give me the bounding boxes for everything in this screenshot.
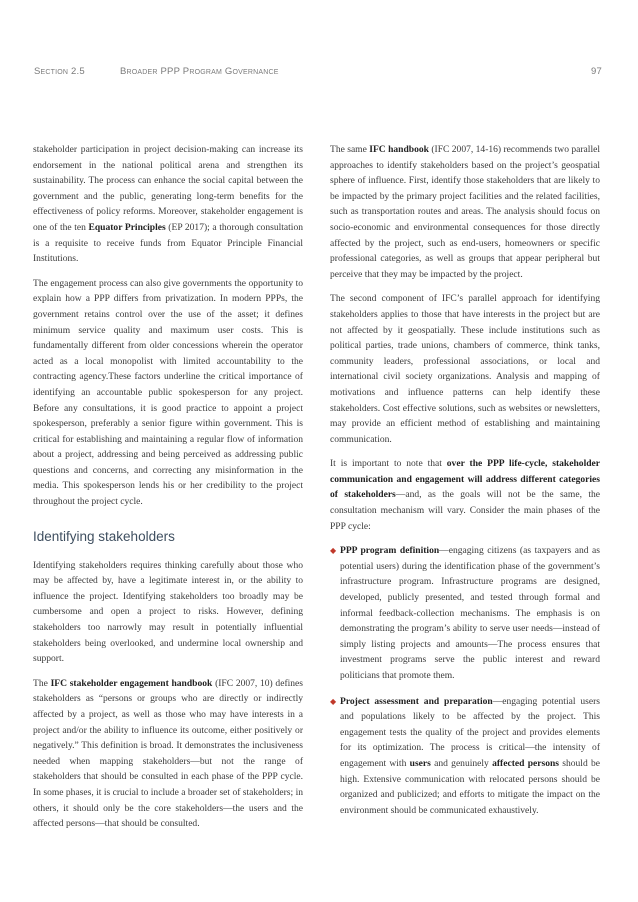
equator-principles-term: Equator Principles [88,221,166,233]
diamond-bullet-icon: ◆ [330,546,337,556]
paragraph: stakeholder participation in project decision-making can increase its endorsement in the national political arena and strengthen its sustainability. The process can enhance the social capital between the government and the public, generating long-term benefits for the effectiveness of policy reforms. Moreover, stakeholder engagement is one of the ten Equator Principles (EP 2017); a thorough consultation is a requisite to receive funds from Equator Principle Financial Institutions. [33,144,303,265]
section-label: Section 2.5 [34,66,85,77]
ifc-handbook-title: IFC stakeholder engagement handbook [50,677,213,689]
paragraph: Identifying stakeholders requires thinking carefully about those who may be affected by, have a legitimate interest in, or the ability to influence the project. Identifying stakeholders too broadly may be cumbersome and open a project to risks. However, defining stakeholders too narrowly may result in potentially influential stakeholders being overlooked, and undermine local ownership and support. [33,559,303,665]
paragraph: The same IFC handbook (IFC 2007, 14-16) recommends two parallel approaches to identify stakeholders based on the project’s geospatial sphere of influence. First, identify those stakeholders that are likely to be impacted by the primary project facilities and the related facilities, such as transportation routes and areas. The analysis should focus on socio-economic and environmental consequences for those directly affected by the project, such as end-users, homeowners or specific professional categories, as well as groups that appear peripheral but perceive that they may be impacted by the project. [330,144,600,280]
paragraph: The engagement process can also give governments the opportunity to explain how a PPP differs from privatization. In modern PPPs, the government retains control over the use of the asset; it defines minimum service quality and maximum user costs. This is fundamentally different from older concessions wherein the operator acted as a local monopolist with limited accountability to the contracting agency.These factors underline the critical importance of identifying an accountable public spokesperson for any project. Before any consultations, it is good practice to appoint a project spokesperson, preferably a senior figure within government. This is critical for establishing and maintaining a regular flow of information about a project, addressing and being perceived as addressing public questions and concerns, and correcting any misinformation in the media. This spokesperson lends his or her credibility to the project throughout the project cycle. [33,277,303,508]
section-title: Broader PPP Program Governance [120,66,279,77]
paragraph: The second component of IFC’s parallel approach for identifying stakeholders applies to those that have interests in the project but are not affected by it geospatially. These include institutions such as political parties, trade unions, chambers of commerce, think tanks, community leaders, professional associations, or local and international civil society organizations. Analysis and mapping of motivations and influence patterns can help identify these stakeholders. Cost effective solutions, such as websites or newsletters, may provide an efficient method of establishing and maintaining communication. [330,293,600,445]
right-column [330,142,600,828]
paragraph: The IFC stakeholder engagement handbook (IFC 2007, 10) defines stakeholders as “persons or groups who are directly or indirectly affected by a project, as well as those who may have interests in a project and/or the ability to influence its outcome, either positively or negatively.” This definition is broad. It demonstrates the inclusiveness needed when mapping stakeholders—but not the range of stakeholders that should be consulted in each phase of the PPP cycle. In some phases, it is crucial to include a broader set of stakeholders; in others, it should only be the core stakeholders—the users and the affected persons—that should be consulted. [33,677,304,830]
diamond-bullet-icon: ◆ [330,696,337,706]
ifc-handbook-ref: IFC handbook [369,144,429,155]
paragraph: It is important to note that over the PPP life-cycle, stakeholder communication and engagement will address different categories of stakeholders—and, as the goals will not be the same, the consultation mechanism will vary. Consider the main phases of the PPP cycle: [330,458,600,532]
lifecycle-emphasis: over the PPP life-cycle, stakeholder communication and engagement will address different categories of stakeholders [330,458,600,501]
running-header [34,66,602,82]
list-item: ◆ PPP program definition—engaging citizens (as taxpayers and as potential users) during the identification phase of the government’s infrastructure program. Infrastructure programs are designed, developed, publicly presented, and tested through formal and informal feedback-collection mechanisms. The emphasis is on demonstrating the program’s ability to serve user needs—instead of simply listing projects and amounts—The process ensures that investment programs serve the public interest and reward politicians that promote them. [330,545,600,681]
page-number: 97 [591,66,602,77]
ppp-phase-list [330,543,600,818]
section-heading: Identifying stakeholders [33,528,175,544]
left-column [33,142,303,841]
list-item: ◆ Project assessment and preparation—engaging potential users and populations likely to be affected by the project. This engagement tests the quality of the project and provides elements for its optimization. The process is critical—the intensity of engagement with users and genuinely affected persons should be high. Extensive communication with relocated persons should be organized and publicized; and efforts to mitigate the impact on the environment should be communicated exhaustively. [330,695,601,816]
